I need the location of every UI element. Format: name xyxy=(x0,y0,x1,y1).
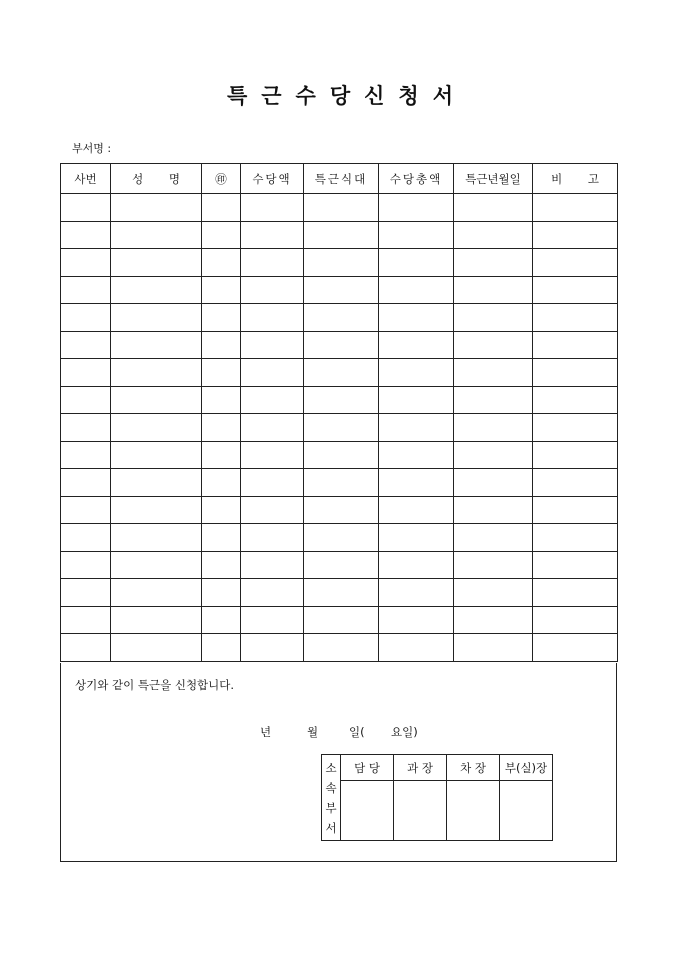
table-cell[interactable] xyxy=(202,249,241,277)
table-cell[interactable] xyxy=(379,441,454,469)
table-cell[interactable] xyxy=(379,304,454,332)
table-cell[interactable] xyxy=(241,194,304,222)
table-cell[interactable] xyxy=(202,441,241,469)
table-cell[interactable] xyxy=(304,606,379,634)
table-cell[interactable] xyxy=(379,221,454,249)
table-cell[interactable] xyxy=(61,496,111,524)
table-cell[interactable] xyxy=(241,304,304,332)
table-row xyxy=(61,221,618,249)
seal-column-header: ㊞ xyxy=(202,164,241,194)
table-cell[interactable] xyxy=(379,359,454,387)
table-cell[interactable] xyxy=(61,414,111,442)
table-cell[interactable] xyxy=(533,221,618,249)
table-cell[interactable] xyxy=(533,496,618,524)
table-cell[interactable] xyxy=(304,221,379,249)
approval-header: 부(실)장 xyxy=(500,755,553,781)
table-cell[interactable] xyxy=(379,606,454,634)
table-cell[interactable] xyxy=(61,524,111,552)
column-header: 성 명 xyxy=(111,164,202,194)
table-cell[interactable] xyxy=(241,524,304,552)
table-cell[interactable] xyxy=(533,606,618,634)
table-row xyxy=(61,249,618,277)
date-day: 일( xyxy=(349,725,365,739)
table-cell[interactable] xyxy=(533,441,618,469)
table-cell[interactable] xyxy=(61,304,111,332)
table-cell[interactable] xyxy=(61,359,111,387)
table-row xyxy=(61,194,618,222)
table-cell[interactable] xyxy=(533,579,618,607)
table-cell[interactable] xyxy=(202,634,241,662)
table-cell[interactable] xyxy=(304,524,379,552)
table-row xyxy=(61,579,618,607)
table-cell[interactable] xyxy=(533,359,618,387)
table-cell[interactable] xyxy=(533,469,618,497)
column-header: 특근식대 xyxy=(304,164,379,194)
table-cell[interactable] xyxy=(241,249,304,277)
table-cell[interactable] xyxy=(241,441,304,469)
approval-header: 과 장 xyxy=(394,755,447,781)
table-cell[interactable] xyxy=(241,386,304,414)
approval-side-label: 소 속 부 서 xyxy=(322,755,341,841)
table-cell[interactable] xyxy=(202,221,241,249)
approval-signature-cell[interactable] xyxy=(341,781,394,841)
table-cell[interactable] xyxy=(202,386,241,414)
table-cell[interactable] xyxy=(304,304,379,332)
table-cell[interactable] xyxy=(61,551,111,579)
date-month: 월 xyxy=(307,725,319,739)
table-cell[interactable] xyxy=(111,579,202,607)
column-header: 사번 xyxy=(61,164,111,194)
table-cell[interactable] xyxy=(454,276,533,304)
table-cell[interactable] xyxy=(202,414,241,442)
table-cell[interactable] xyxy=(241,579,304,607)
table-cell[interactable] xyxy=(304,551,379,579)
table-cell[interactable] xyxy=(61,606,111,634)
table-row xyxy=(61,386,618,414)
table-cell[interactable] xyxy=(202,276,241,304)
table-cell[interactable] xyxy=(454,221,533,249)
table-cell[interactable] xyxy=(533,194,618,222)
table-cell[interactable] xyxy=(202,579,241,607)
table-cell[interactable] xyxy=(111,496,202,524)
overtime-table xyxy=(60,163,618,662)
table-cell[interactable] xyxy=(111,551,202,579)
table-cell[interactable] xyxy=(304,414,379,442)
table-header-row xyxy=(61,164,618,194)
table-row xyxy=(61,524,618,552)
table-cell[interactable] xyxy=(202,496,241,524)
table-cell[interactable] xyxy=(533,551,618,579)
table-cell[interactable] xyxy=(241,496,304,524)
table-row xyxy=(61,634,618,662)
table-cell[interactable] xyxy=(304,194,379,222)
table-row xyxy=(61,606,618,634)
table-cell[interactable] xyxy=(304,496,379,524)
statement-text: 상기와 같이 특근을 신청합니다. xyxy=(75,678,235,692)
table-cell[interactable] xyxy=(454,386,533,414)
table-cell[interactable] xyxy=(533,304,618,332)
department-label: 부서명 : xyxy=(72,142,112,155)
table-cell[interactable] xyxy=(111,304,202,332)
table-cell[interactable] xyxy=(304,634,379,662)
table-cell[interactable] xyxy=(61,221,111,249)
table-cell[interactable] xyxy=(111,386,202,414)
table-cell[interactable] xyxy=(379,634,454,662)
table-cell[interactable] xyxy=(61,634,111,662)
column-header: 수당총액 xyxy=(379,164,454,194)
table-cell[interactable] xyxy=(111,634,202,662)
table-cell[interactable] xyxy=(111,606,202,634)
table-cell[interactable] xyxy=(379,579,454,607)
table-row xyxy=(61,276,618,304)
table-row xyxy=(61,304,618,332)
table-cell[interactable] xyxy=(379,414,454,442)
table-cell[interactable] xyxy=(241,469,304,497)
table-cell[interactable] xyxy=(202,551,241,579)
table-cell[interactable] xyxy=(202,524,241,552)
table-cell[interactable] xyxy=(202,194,241,222)
table-cell[interactable] xyxy=(111,221,202,249)
table-cell[interactable] xyxy=(61,441,111,469)
table-cell[interactable] xyxy=(533,276,618,304)
table-cell[interactable] xyxy=(533,331,618,359)
table-cell[interactable] xyxy=(111,249,202,277)
table-cell[interactable] xyxy=(454,249,533,277)
table-row xyxy=(61,441,618,469)
table-cell[interactable] xyxy=(379,496,454,524)
table-cell[interactable] xyxy=(304,469,379,497)
table-cell[interactable] xyxy=(304,579,379,607)
table-cell[interactable] xyxy=(111,359,202,387)
table-row xyxy=(61,469,618,497)
table-cell[interactable] xyxy=(454,469,533,497)
column-header: 수당액 xyxy=(241,164,304,194)
table-cell[interactable] xyxy=(61,386,111,414)
table-cell[interactable] xyxy=(304,359,379,387)
table-cell[interactable] xyxy=(379,469,454,497)
table-cell[interactable] xyxy=(111,469,202,497)
table-cell[interactable] xyxy=(304,276,379,304)
table-cell[interactable] xyxy=(304,249,379,277)
table-cell[interactable] xyxy=(379,524,454,552)
table-cell[interactable] xyxy=(304,386,379,414)
table-row xyxy=(61,331,618,359)
table-cell[interactable] xyxy=(202,331,241,359)
table-cell[interactable] xyxy=(111,276,202,304)
table-row xyxy=(61,496,618,524)
table-cell[interactable] xyxy=(379,386,454,414)
table-cell[interactable] xyxy=(454,634,533,662)
table-cell[interactable] xyxy=(454,194,533,222)
table-cell[interactable] xyxy=(454,524,533,552)
table-row xyxy=(61,359,618,387)
column-header: 비 고 xyxy=(533,164,618,194)
date-line xyxy=(260,724,418,740)
table-cell[interactable] xyxy=(241,221,304,249)
table-cell[interactable] xyxy=(241,606,304,634)
table-cell[interactable] xyxy=(111,414,202,442)
table-cell[interactable] xyxy=(241,359,304,387)
table-cell[interactable] xyxy=(454,496,533,524)
table-cell[interactable] xyxy=(61,331,111,359)
table-cell[interactable] xyxy=(111,524,202,552)
table-cell[interactable] xyxy=(202,469,241,497)
table-cell[interactable] xyxy=(454,331,533,359)
approval-header: 담 당 xyxy=(341,755,394,781)
table-cell[interactable] xyxy=(379,276,454,304)
table-cell[interactable] xyxy=(111,194,202,222)
column-header: 특근년월일 xyxy=(454,164,533,194)
table-cell[interactable] xyxy=(379,551,454,579)
date-year: 년 xyxy=(260,725,272,739)
approval-signature-cell[interactable] xyxy=(500,781,553,841)
table-cell[interactable] xyxy=(61,194,111,222)
table-row xyxy=(61,551,618,579)
date-weekday: 요일) xyxy=(391,725,418,739)
approval-signature-cell[interactable] xyxy=(394,781,447,841)
table-cell[interactable] xyxy=(533,249,618,277)
table-cell[interactable] xyxy=(379,194,454,222)
table-cell[interactable] xyxy=(533,634,618,662)
footer-section xyxy=(60,663,617,862)
table-cell[interactable] xyxy=(454,359,533,387)
table-cell[interactable] xyxy=(61,579,111,607)
table-cell[interactable] xyxy=(202,304,241,332)
table-cell[interactable] xyxy=(454,606,533,634)
approval-box xyxy=(321,754,553,841)
table-cell[interactable] xyxy=(111,441,202,469)
table-cell[interactable] xyxy=(61,249,111,277)
approval-signature-cell[interactable] xyxy=(447,781,500,841)
table-cell[interactable] xyxy=(454,441,533,469)
table-cell[interactable] xyxy=(241,551,304,579)
table-cell[interactable] xyxy=(454,579,533,607)
table-cell[interactable] xyxy=(111,331,202,359)
table-cell[interactable] xyxy=(202,359,241,387)
table-cell[interactable] xyxy=(241,634,304,662)
table-cell[interactable] xyxy=(454,304,533,332)
table-cell[interactable] xyxy=(61,276,111,304)
table-cell[interactable] xyxy=(379,249,454,277)
table-cell[interactable] xyxy=(241,414,304,442)
table-cell[interactable] xyxy=(304,331,379,359)
page-title: 특근수당신청서 xyxy=(226,83,467,108)
table-cell[interactable] xyxy=(304,441,379,469)
table-cell[interactable] xyxy=(533,414,618,442)
table-cell[interactable] xyxy=(61,469,111,497)
table-cell[interactable] xyxy=(454,414,533,442)
table-cell[interactable] xyxy=(241,331,304,359)
approval-header: 차 장 xyxy=(447,755,500,781)
table-cell[interactable] xyxy=(454,551,533,579)
table-cell[interactable] xyxy=(202,606,241,634)
table-cell[interactable] xyxy=(533,386,618,414)
table-cell[interactable] xyxy=(241,276,304,304)
table-row xyxy=(61,414,618,442)
table-cell[interactable] xyxy=(379,331,454,359)
table-cell[interactable] xyxy=(533,524,618,552)
